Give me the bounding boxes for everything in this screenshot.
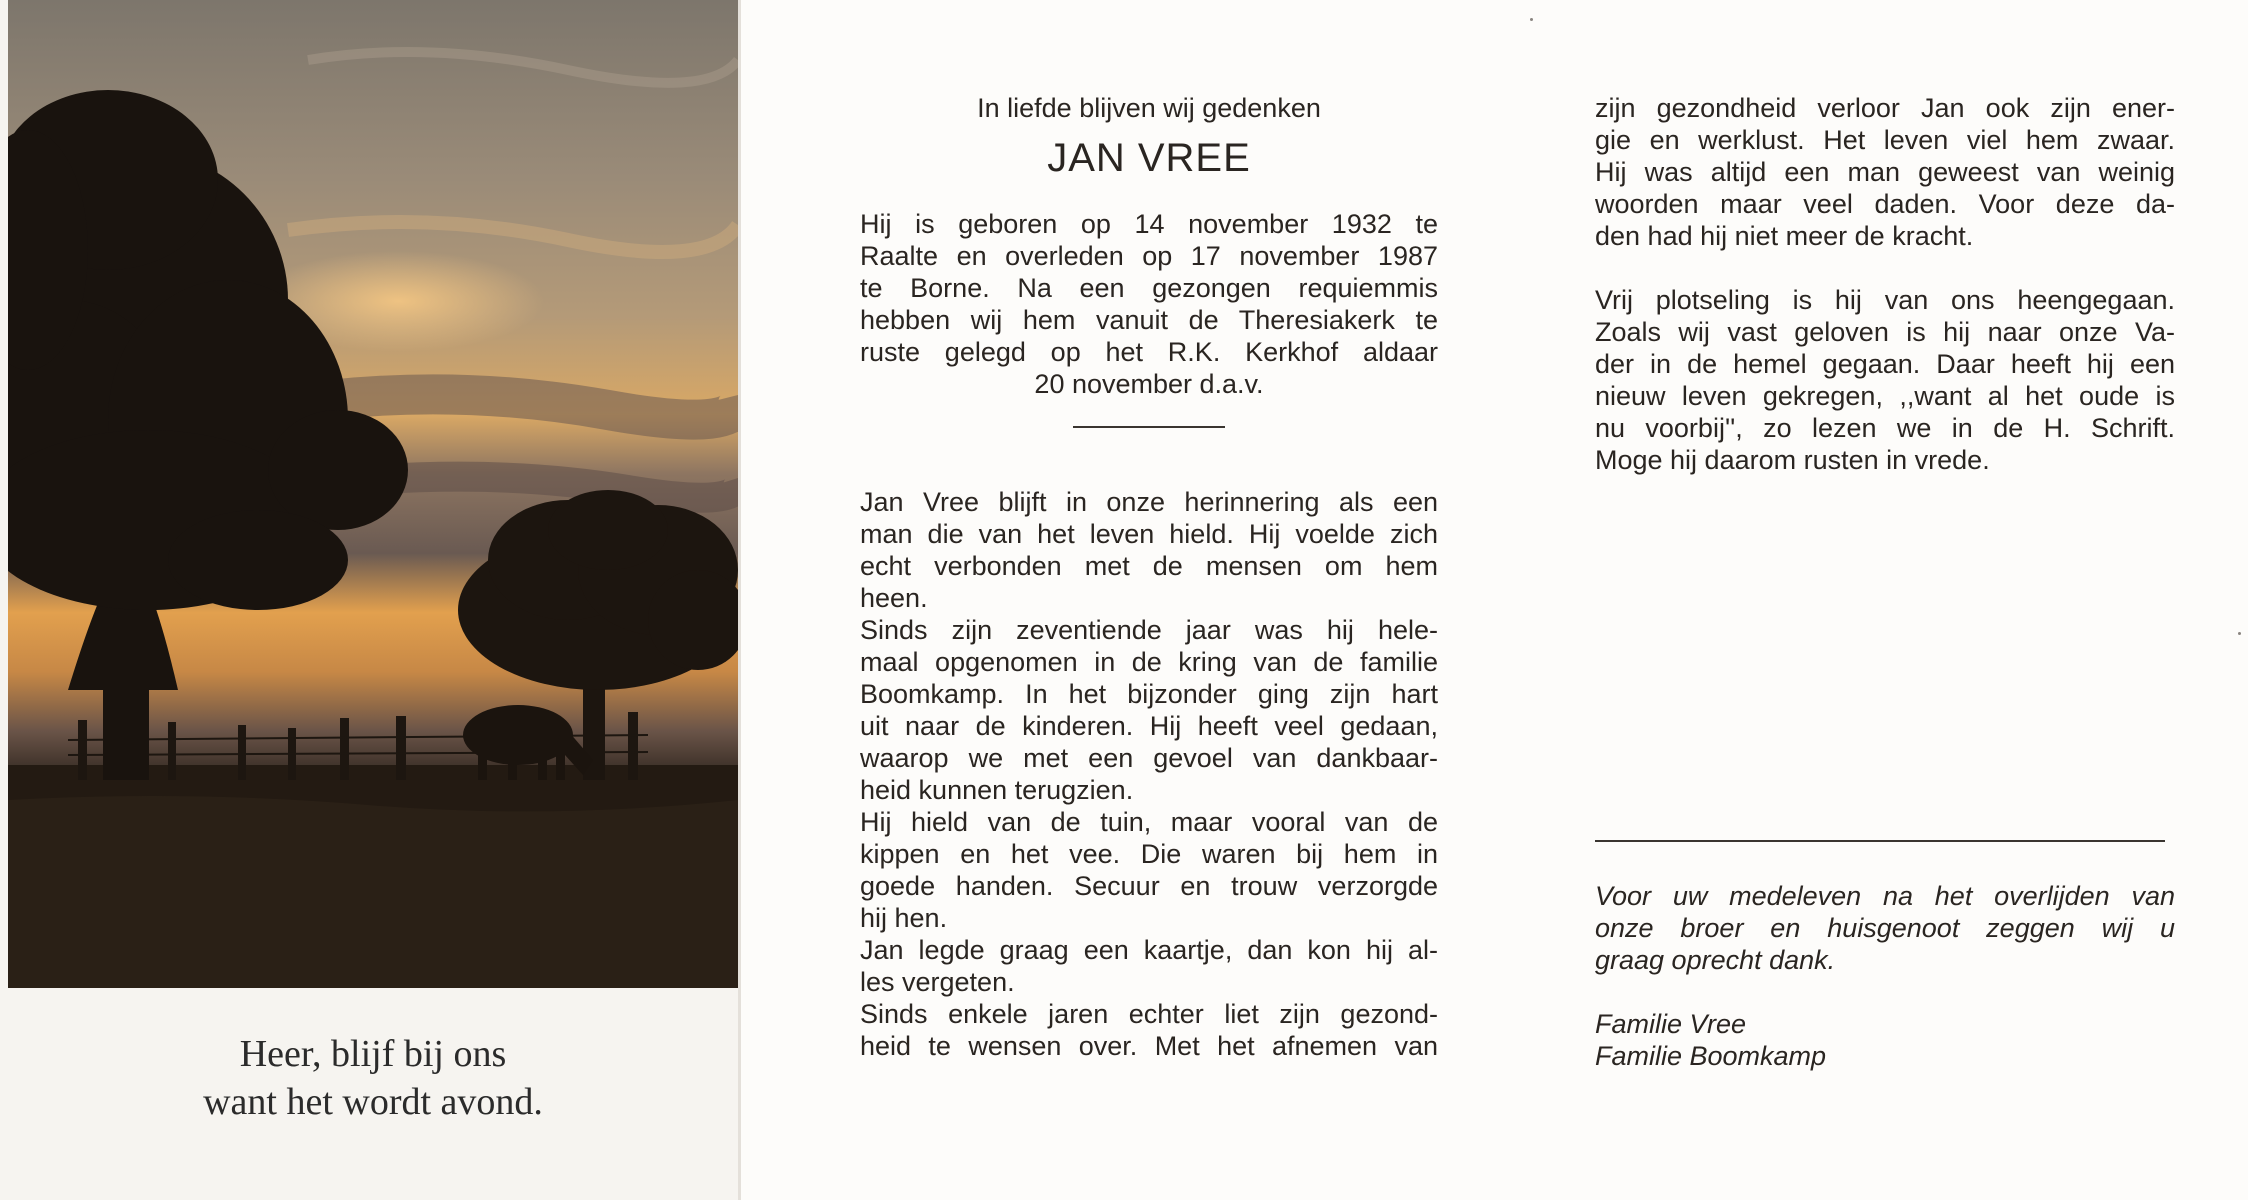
thanks-line: onze broer en huisgenoot zeggen wij u (1595, 913, 2175, 943)
family-name-1: Familie Vree (1595, 1009, 1747, 1039)
continued-paragraph (1595, 92, 2175, 252)
bio-line: 20 november d.a.v. (1034, 369, 1264, 399)
bio-line: te Borne. Na een gezongen requiemmis (860, 273, 1438, 303)
memorial-column-middle (860, 92, 1438, 1062)
intro-line: In liefde blijven wij gedenken (977, 93, 1321, 123)
closing-line: nieuw leven gekregen, ,,want al het oude is (1595, 381, 2175, 411)
memory-line: Jan legde graag een kaartje, dan kon hij al- (860, 935, 1438, 965)
bio-line: Hij is geboren op 14 november 1932 te (860, 209, 1438, 239)
memory-line: heid te wensen over. Met het afnemen van (860, 1031, 1438, 1061)
memory-line: Sinds enkele jaren echter liet zijn gezond- (860, 999, 1438, 1029)
continued-line: den had hij niet meer de kracht. (1595, 221, 1974, 251)
continued-line: zijn gezondheid verloor Jan ook zijn ener- (1595, 93, 2175, 123)
memory-line: Hij hield van de tuin, maar vooral van de (860, 807, 1438, 837)
deceased-name: JAN VREE (1047, 136, 1251, 180)
memory-line: Sinds zijn zeventiende jaar was hij hele- (860, 615, 1438, 645)
memory-line: maal opgenomen in de kring van de familie (860, 647, 1438, 677)
biography-paragraph (860, 208, 1438, 400)
thanks-line: Voor uw medeleven na het overlijden van (1595, 881, 2175, 911)
memory-line: les vergeten. (860, 967, 1015, 997)
memorial-column-right (1595, 92, 2175, 476)
card-front-panel (0, 0, 741, 1200)
family-name-2: Familie Boomkamp (1595, 1041, 1827, 1071)
bio-line: Raalte en overleden op 17 november 1987 (860, 241, 1438, 271)
paper-speck (2238, 632, 2241, 635)
thanks-line: graag oprecht dank. (1595, 945, 1836, 975)
paper-speck (1530, 18, 1533, 21)
memory-line: echt verbonden met de mensen om hem (860, 551, 1438, 581)
memory-paragraph (860, 486, 1438, 1062)
continued-line: gie en werklust. Het leven viel hem zwaar. (1595, 125, 2175, 155)
motto-line-1: Heer, blijf bij ons (239, 1033, 507, 1075)
closing-line: der in de hemel gegaan. Daar heeft hij een (1595, 349, 2175, 379)
bio-line: hebben wij hem vanuit de Theresiakerk te (860, 305, 1438, 335)
bio-line: ruste gelegd op het R.K. Kerkhof aldaar (860, 337, 1438, 367)
memory-line: waarop we met een gevoel van dankbaar- (860, 743, 1438, 773)
memory-line: man die van het leven hield. Hij voelde zich (860, 519, 1438, 549)
memory-line: Boomkamp. In het bijzonder ging zijn hart (860, 679, 1438, 709)
memory-line: uit naar de kinderen. Hij heeft veel gedaan, (860, 711, 1438, 741)
closing-line: Moge hij daarom rusten in vrede. (1595, 445, 1990, 475)
short-divider (1073, 426, 1225, 428)
continued-line: woorden maar veel daden. Voor deze da- (1595, 189, 2175, 219)
memory-line: hij hen. (860, 903, 948, 933)
continued-line: Hij was altijd een man geweest van weinig (1595, 157, 2175, 187)
sunset-landscape-image (8, 0, 738, 988)
memory-line: goede handen. Secuur en trouw verzorgde (860, 871, 1438, 901)
sunset-photo (8, 0, 738, 988)
memory-line: heid kunnen terugzien. (860, 775, 1134, 805)
family-signatures (1595, 1008, 2175, 1072)
closing-line: Zoals wij vast geloven is hij naar onze Va- (1595, 317, 2175, 347)
thanks-paragraph (1595, 880, 2175, 976)
motto (8, 1030, 738, 1126)
closing-line: Vrij plotseling is hij van ons heengegaan. (1595, 285, 2175, 315)
long-divider (1595, 840, 2165, 842)
motto-line-2: want het wordt avond. (203, 1081, 543, 1123)
closing-paragraph (1595, 284, 2175, 476)
memory-line: Jan Vree blijft in onze herinnering als een (860, 487, 1438, 517)
closing-line: nu voorbij'', zo lezen we in de H. Schrift. (1595, 413, 2175, 443)
memory-line: kippen en het vee. Die waren bij hem in (860, 839, 1438, 869)
memory-line: heen. (860, 583, 928, 613)
